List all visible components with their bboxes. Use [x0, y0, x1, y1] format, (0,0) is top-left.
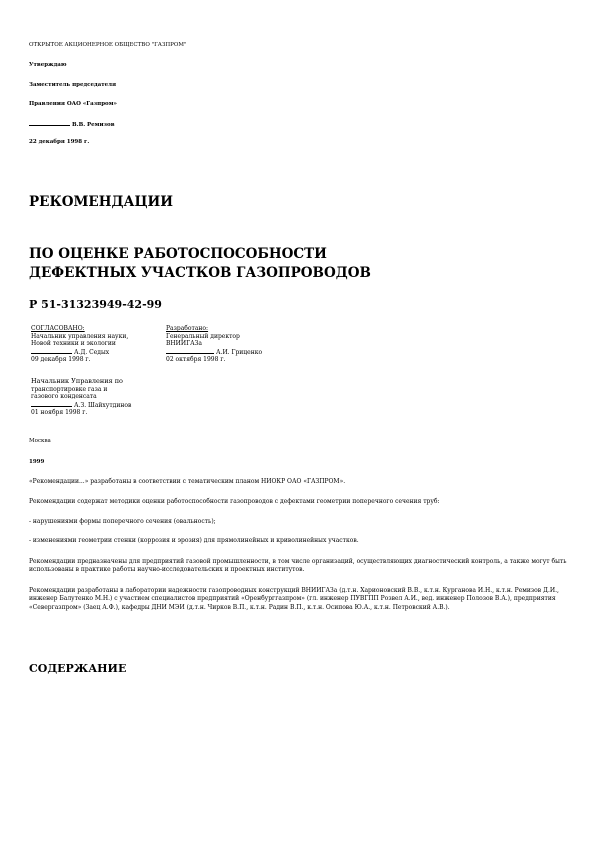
doc-subtitle-line1: ПО ОЦЕНКЕ РАБОТОСПОСОБНОСТИ: [29, 246, 327, 262]
deputy-title: Заместитель председателя: [29, 82, 117, 88]
approved-label: Утверждаю: [29, 62, 67, 68]
transport-role-2: транспортировке газа и: [31, 385, 108, 393]
agreed-role-1: Начальник управления науки,: [31, 332, 129, 340]
signature-line: [31, 401, 72, 407]
transport-date: 01 ноября 1998 г.: [31, 409, 88, 417]
agreed-name: А.Д. Седых: [74, 348, 110, 356]
agreed-date: 09 декабря 1998 г.: [31, 356, 91, 364]
year: 1999: [29, 459, 45, 465]
developed-date: 02 октября 1998 г.: [166, 356, 226, 364]
doc-code: Р 51-31323949-42-99: [29, 298, 162, 311]
doc-title: РЕКОМЕНДАЦИИ: [29, 194, 174, 210]
agreed-label: СОГЛАСОВАНО:: [31, 325, 85, 332]
transport-signature: [31, 401, 131, 410]
authors-paragraph: Рекомендации разработаны в лаборатории надежности газопроводных конструкций ВНИИГАЗа (д.т.н. Харионовский В.В., к.т.н. Курганова И.Н., к.т.н. Ремизов Д.И., инженер Балутенко М.Н.) с участием специалистов предприятий «Оренбурггазпром» (гл. инженер ПУВГПП Розвел А.И., вед. инженер Полозов В.А.), предприятия «Севергазпром» (Заец А.Ф.), кафедры ДНИ МЭИ (д.т.н. Чирков В.П., к.т.н. Радин В.П., к.т.н. Осипова Ю.А., к.т.н. Петровский А.В.).: [29, 587, 559, 611]
agreed-block: [31, 325, 128, 364]
list-item-ovality: - нарушениями формы поперечного сечения (овальность);: [29, 518, 216, 525]
agreed-role-2: Новой техники и экологии: [31, 340, 116, 348]
intro-paragraph: «Рекомендации...» разработаны в соответствии с тематическим планом НИОКР ОАО «ГАЗПРОМ».: [29, 478, 346, 485]
board-title: Правления ОАО «Газпром»: [29, 101, 117, 107]
agreed-signature: [31, 348, 128, 357]
developed-label: Разработано:: [166, 325, 209, 332]
approver-signature: [29, 120, 115, 130]
signature-line: [166, 348, 214, 354]
purpose-paragraph: Рекомендации предназначены для предприятий газовой промышленности, в том числе организаций, осуществляющих диагностический контроль, а также могут быть использованы в практике работы научно-исследовательских и проектных институтов.: [29, 558, 567, 574]
approver-name: В.В. Ремизов: [72, 122, 115, 128]
signature-line: [31, 348, 72, 354]
city: Москва: [29, 438, 51, 444]
doc-subtitle-line2: ДЕФЕКТНЫХ УЧАСТКОВ ГАЗОПРОВОДОВ: [29, 265, 371, 281]
list-item-wall-geometry: - изменениями геометрии стенки (коррозия и эрозия) для прямолинейных и криволинейных участков.: [29, 537, 359, 544]
approval-date: 22 декабря 1998 г.: [29, 139, 90, 145]
contents-paragraph: Рекомендации содержат методики оценки работоспособности газопроводов с дефектами геометрии поперечного сечения труб:: [29, 498, 440, 505]
developed-role-1: Генеральный директор: [166, 332, 240, 340]
developed-name: А.И. Гриценко: [216, 348, 263, 356]
transport-block: [31, 378, 131, 417]
transport-role-1: Начальник Управления по: [31, 377, 123, 385]
developed-signature: [166, 348, 262, 357]
developed-block: [166, 325, 262, 364]
toc-heading: СОДЕРЖАНИЕ: [29, 662, 127, 675]
signature-line: [29, 120, 70, 126]
transport-name: А.З. Шайхутдинов: [74, 401, 132, 409]
transport-role-3: газового конденсата: [31, 393, 97, 401]
developed-role-2: ВНИИГАЗа: [166, 340, 202, 348]
org-name: ОТКРЫТОЕ АКЦИОНЕРНОЕ ОБЩЕСТВО "ГАЗПРОМ": [29, 42, 187, 48]
